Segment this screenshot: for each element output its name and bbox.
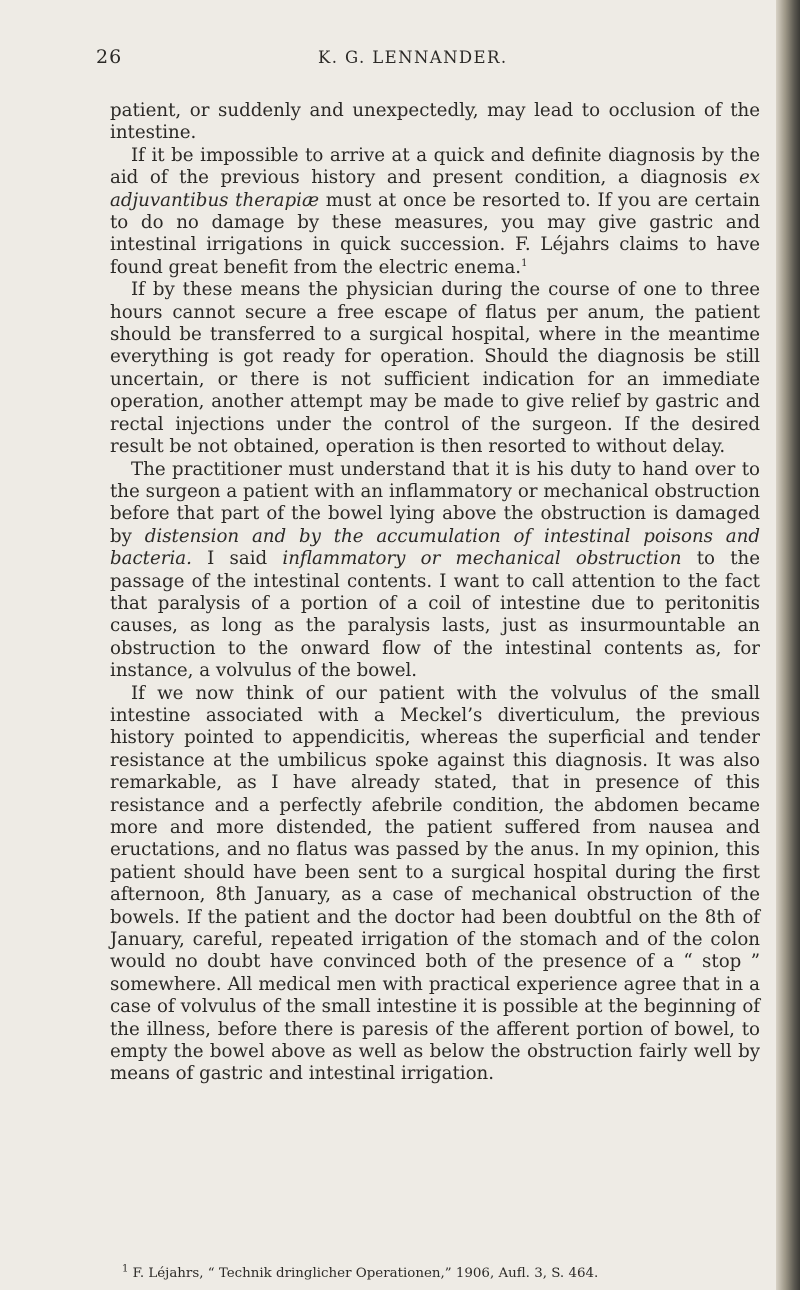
text-run: If we now think of our patient with the volvulus of the small intestine associated with a Meckel’s diverticulum, the previous history pointed to appendicitis, whereas the superficial and tender resistance at the umbilicus spoke against this diagnosis. It was also remarkable, as I have already stated, that in presence of this resistance and a perfectly afebrile condition, the abdomen became more and more distended, the patient suffered from nausea and eructations, and no flatus was passed by the anus. In my opinion, this patient should have been sent to a surgical hospital during the first afternoon, 8th January, as a case of mechanical obstruction of the bowels. If the patient and the doctor had been doubtful on the 8th of January, careful, repeated irrigation of the stomach and of the colon would no doubt have convinced both of the presence of a “ stop ” somewhere. All medical men with practical experience agree that in a case of volvulus of the small intestine it is possible at the beginning of the illness, before there is paresis of the afferent portion of bowel, to empty the bowel above as well as below the obstruction fairly well by means of gastric and intestinal irrigation.: [110, 682, 760, 1085]
book-spine-shadow: [776, 0, 800, 1290]
text-run: patient, or suddenly and unexpectedly, may lead to occlusion of the intestine.: [110, 100, 760, 144]
text-run: I said: [191, 548, 283, 570]
text-run: to the passage of the intestinal contents. I want to call attention to the fact that paralysis of a portion of a coil of intestine due to peritonitis causes, as long as the paralysis lasts, just as insurmountable an obstruction to the onward flow of the intestinal contents as, for instance, a volvulus of the bowel.: [110, 548, 760, 682]
text-run: The practitioner must understand that it is his duty to hand over to the surgeon a patient with an inflammatory or mechanical obstruction before that part of the bowel lying above the obstruction is damaged by: [110, 458, 760, 547]
text-run: If it be impossible to arrive at a quick and definite diagnosis by the aid of the previous history and present condition, a diagnosis: [110, 144, 760, 189]
footnote: [122, 1263, 762, 1282]
footnote-mark: 1: [122, 1263, 129, 1275]
italic-text: ex adjuvantibus therapiæ: [110, 167, 760, 211]
page-number: 26: [96, 46, 123, 68]
italic-text: distension and by the accumulation of intestinal poisons and bacteria.: [110, 525, 761, 570]
paragraph: [110, 683, 760, 1086]
paragraph: [110, 100, 760, 145]
text-run: must at once be resorted to. If you are certain to do no damage by these measures, you may give gastric and intestinal irrigations in quick succession. F. Léjahrs claims to have found great benefit from the electric enema.: [110, 189, 760, 278]
paragraph: [110, 459, 760, 683]
italic-text: inflammatory or mechanical obstruction: [282, 548, 682, 570]
text-run: If by these means the physician during the course of one to three hours cannot secure a free escape of flatus per anum, the patient should be transferred to a surgical hospital, where in the meantime everything is got ready for operation. Should the diagnosis be still uncertain, or there is not sufficient indication for an immediate operation, another attempt may be made to give relief by gastric and rectal injections under the control of the surgeon. If the desired result be not obtained, operation is then resorted to without delay.: [110, 279, 760, 458]
body-text: [110, 100, 760, 1086]
footnote-text: F. Léjahrs, “ Technik dringlicher Operationen,” 1906, Aufl. 3, S. 464.: [128, 1266, 599, 1281]
paragraph: [110, 279, 760, 458]
paragraph: [110, 145, 760, 279]
running-head: K. G. LENNANDER.: [318, 48, 508, 67]
footnote-reference: 1: [521, 257, 528, 269]
